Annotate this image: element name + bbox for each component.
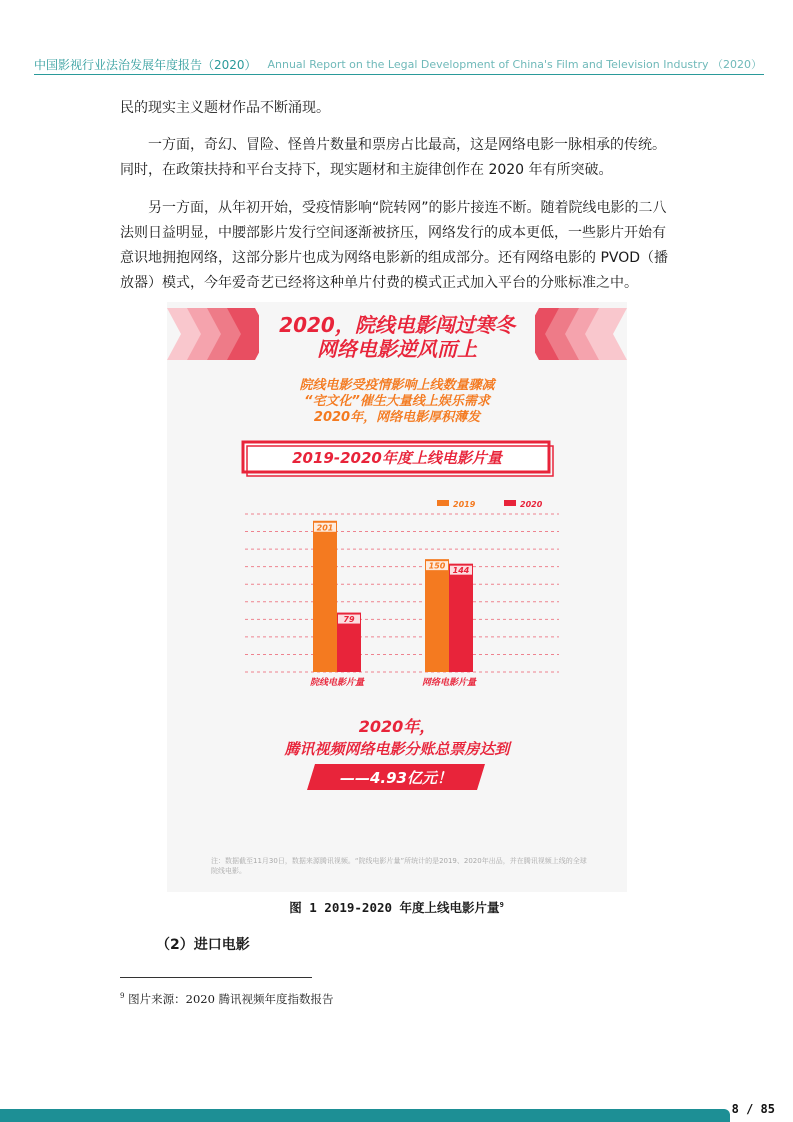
legend-swatch-2020 (504, 500, 516, 506)
data-label-2019-1: 150 (428, 561, 446, 571)
chart-bars (313, 521, 473, 672)
bar-2019-1 (425, 559, 449, 672)
banner-stripes-left (167, 308, 269, 360)
data-label-2020-1: 144 (452, 566, 470, 576)
bar-2019-0 (313, 521, 337, 672)
legend-label-2019: 2019 (453, 500, 476, 509)
paragraph-1: 民的现实主义题材作品不断涌现。 (120, 100, 330, 116)
banner-stripes-right (525, 308, 627, 360)
footer-bar (0, 1109, 730, 1122)
paragraph-3: 另一方面，从年初开始，受疫情影响“院转网”的影片接连不断。随着院线电影的二八法则日益明显，中腰部影片发行空间逐渐被挤压，网络发行的成本更低，一些影片开始有意识地拥抱网络，这部分影片也成为网络电影新的组成部分。还有网络电影的 PVOD（播放器）模式，今年爱奇艺已经将这种单片付费的模式正式加入平台的分账标准之中。 (120, 200, 669, 291)
data-label-2019-0: 201 (316, 523, 334, 533)
figure-caption-footnote-ref[interactable]: 9 (499, 900, 504, 909)
callout-line-3: ——4.93亿元！ (339, 769, 453, 787)
category-label-1: 网络电影片量 (421, 678, 477, 688)
paragraph-2: 一方面，奇幻、冒险、怪兽片数量和票房占比最高，这是网络电影一脉相承的传统。同时，在政策扶持和平台支持下，现实题材和主旋律创作在 2020 年有所突破。 (120, 137, 666, 178)
subline-1: 院线电影受疫情影响上线数量骤减 (299, 378, 495, 393)
page-number: 8 / 85 (731, 1102, 775, 1116)
infographic-svg (167, 302, 627, 892)
section-subheading: （2）进口电影 (156, 937, 250, 953)
legend-label-2020: 2020 (520, 500, 543, 509)
subline-3: 2020年，网络电影厚积薄发 (313, 410, 481, 425)
infographic-figure (167, 302, 627, 892)
banner-line-2: 网络电影逆风而上 (317, 337, 477, 361)
figure-note: 注：数据截至11月30日，数据来源腾讯视频。“院线电影片量”所统计的是2019、2020年出品，并在腾讯视频上线的全球院线电影。 (211, 857, 587, 875)
figure-caption-text: 图 1 2019-2020 年度上线电影片量 (289, 900, 500, 915)
bar-2020-1 (449, 564, 473, 672)
footnote-text: 图片来源：2020 腾讯视频年度指数报告 (124, 992, 334, 1006)
subline-2: “宅文化”催生大量线上娱乐需求 (304, 394, 490, 409)
banner-line-1: 2020，院线电影闯过寒冬 (279, 313, 515, 337)
figure-caption (0, 898, 793, 916)
chart-gridlines (245, 514, 559, 672)
category-label-0: 院线电影片量 (309, 678, 365, 688)
header-title-cn: 中国影视行业法治发展年度报告（2020） (34, 58, 257, 72)
footnote-rule (120, 977, 312, 978)
callout-line-1: 2020年， (358, 717, 436, 736)
header-title-en: Annual Report on the Legal Development of China's Film and Television Industry （2020） (267, 58, 762, 71)
callout-line-2: 腾讯视频网络电影分账总票房达到 (284, 740, 510, 758)
footnote-mark: 9 (120, 992, 125, 1001)
chart-title: 2019-2020年度上线电影片量 (292, 449, 502, 467)
data-label-2020-0: 79 (343, 615, 355, 625)
running-header (34, 56, 764, 75)
footnote (120, 991, 334, 1007)
legend-swatch-2019 (437, 500, 449, 506)
